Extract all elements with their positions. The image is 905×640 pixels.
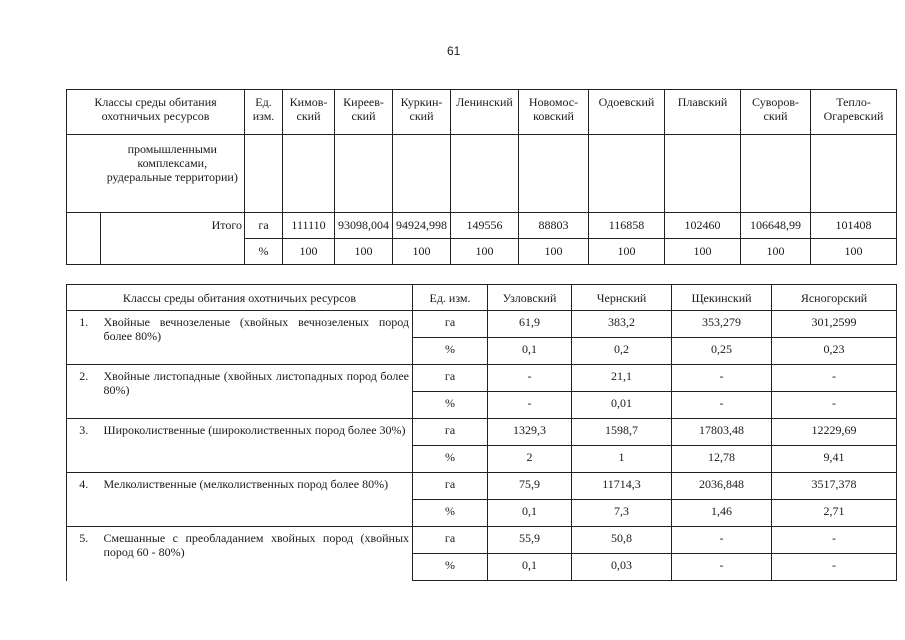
col-header-habitat-class: Классы среды обитания охотничьих ресурсов	[67, 90, 245, 135]
table-cell	[245, 135, 283, 213]
habitat-class-name: Широколиственные (широколиственных пород более 30%)	[101, 419, 413, 473]
industrial-label: промышленными комплексами, рудеральные территории)	[101, 135, 245, 213]
unit-cell: га	[245, 213, 283, 239]
value-cell: -	[672, 527, 772, 554]
value-cell: 0,01	[572, 392, 672, 419]
col-header-district: Плавский	[665, 90, 741, 135]
row-number: 5.	[67, 527, 101, 581]
col-header-district: Чернский	[572, 285, 672, 311]
value-cell: 100	[335, 239, 393, 265]
col-header-habitat-class: Классы среды обитания охотничьих ресурсов	[67, 285, 413, 311]
col-header-district: Куркин-ский	[393, 90, 451, 135]
unit-cell: га	[413, 365, 488, 392]
col-header-district: Тепло-Огаревский	[811, 90, 897, 135]
habitat-class-name: Мелколиственные (мелколиственных пород более 80%)	[101, 473, 413, 527]
value-cell: 93098,004	[335, 213, 393, 239]
value-cell: 149556	[451, 213, 519, 239]
value-cell: -	[772, 527, 897, 554]
value-cell: -	[672, 365, 772, 392]
value-cell: 100	[283, 239, 335, 265]
table-cell	[665, 135, 741, 213]
table-row	[67, 365, 897, 392]
value-cell: 11714,3	[572, 473, 672, 500]
value-cell: 0,1	[488, 554, 572, 581]
value-cell: 0,03	[572, 554, 672, 581]
col-header-district: Ясногорский	[772, 285, 897, 311]
value-cell: -	[672, 392, 772, 419]
unit-cell: га	[413, 473, 488, 500]
value-cell: 106648,99	[741, 213, 811, 239]
value-cell: 0,1	[488, 338, 572, 365]
value-cell: -	[772, 554, 897, 581]
value-cell: 1598,7	[572, 419, 672, 446]
value-cell: 353,279	[672, 311, 772, 338]
total-row-ha	[67, 213, 897, 239]
table-cell	[519, 135, 589, 213]
value-cell: 1	[572, 446, 672, 473]
habitat-class-name: Хвойные листопадные (хвойных листопадных пород более 80%)	[101, 365, 413, 419]
value-cell: 61,9	[488, 311, 572, 338]
value-cell: 102460	[665, 213, 741, 239]
row-number: 2.	[67, 365, 101, 419]
table-cell	[393, 135, 451, 213]
table-row	[67, 473, 897, 500]
value-cell: 0,1	[488, 500, 572, 527]
unit-cell: га	[413, 527, 488, 554]
table-cell	[283, 135, 335, 213]
header-row	[67, 90, 897, 135]
value-cell: 100	[589, 239, 665, 265]
value-cell: 100	[811, 239, 897, 265]
value-cell: -	[488, 365, 572, 392]
table-cell	[451, 135, 519, 213]
row-number: 3.	[67, 419, 101, 473]
unit-cell: %	[413, 500, 488, 527]
value-cell: 301,2599	[772, 311, 897, 338]
value-cell: 383,2	[572, 311, 672, 338]
value-cell: 2,71	[772, 500, 897, 527]
value-cell: -	[488, 392, 572, 419]
table-cell	[67, 135, 101, 213]
value-cell: -	[772, 365, 897, 392]
col-header-district: Ленинский	[451, 90, 519, 135]
value-cell: 0,25	[672, 338, 772, 365]
table-row	[67, 527, 897, 554]
value-cell: 50,8	[572, 527, 672, 554]
unit-cell: %	[413, 446, 488, 473]
col-header-unit: Ед. изм.	[413, 285, 488, 311]
col-header-district: Узловский	[488, 285, 572, 311]
table-cell	[589, 135, 665, 213]
unit-cell: %	[413, 338, 488, 365]
table-row	[67, 419, 897, 446]
table-row	[67, 311, 897, 338]
col-header-district: Киреев-ский	[335, 90, 393, 135]
unit-cell: га	[413, 311, 488, 338]
col-header-district: Кимов-ский	[283, 90, 335, 135]
value-cell: 1,46	[672, 500, 772, 527]
table-cell	[67, 213, 101, 265]
value-cell: 94924,998	[393, 213, 451, 239]
value-cell: 1329,3	[488, 419, 572, 446]
value-cell: 75,9	[488, 473, 572, 500]
col-header-district: Щекинский	[672, 285, 772, 311]
value-cell: 3517,378	[772, 473, 897, 500]
table-row	[67, 135, 897, 213]
district-habitat-table-part1	[66, 89, 897, 265]
table-cell	[335, 135, 393, 213]
unit-cell: %	[413, 554, 488, 581]
value-cell: 12229,69	[772, 419, 897, 446]
value-cell: 0,2	[572, 338, 672, 365]
unit-cell: %	[413, 392, 488, 419]
table-cell	[741, 135, 811, 213]
row-number: 4.	[67, 473, 101, 527]
value-cell: 100	[451, 239, 519, 265]
col-header-district: Новомос-ковский	[519, 90, 589, 135]
value-cell: -	[772, 392, 897, 419]
col-header-district: Суворов-ский	[741, 90, 811, 135]
page-number: 61	[447, 44, 461, 58]
header-row	[67, 285, 897, 311]
total-label: Итого	[101, 213, 245, 265]
value-cell: 17803,48	[672, 419, 772, 446]
value-cell: 100	[741, 239, 811, 265]
value-cell: 88803	[519, 213, 589, 239]
value-cell: 12,78	[672, 446, 772, 473]
habitat-class-name: Смешанные с преобладанием хвойных пород (хвойных пород 60 - 80%)	[101, 527, 413, 581]
value-cell: 0,23	[772, 338, 897, 365]
value-cell: 101408	[811, 213, 897, 239]
value-cell: 100	[665, 239, 741, 265]
district-habitat-table-part2	[66, 284, 897, 581]
value-cell: 2	[488, 446, 572, 473]
value-cell: 2036,848	[672, 473, 772, 500]
value-cell: 100	[519, 239, 589, 265]
unit-cell: %	[245, 239, 283, 265]
value-cell: 111110	[283, 213, 335, 239]
col-header-district: Одоевский	[589, 90, 665, 135]
value-cell: 116858	[589, 213, 665, 239]
row-number: 1.	[67, 311, 101, 365]
value-cell: 7,3	[572, 500, 672, 527]
value-cell: 100	[393, 239, 451, 265]
value-cell: -	[672, 554, 772, 581]
table-cell	[811, 135, 897, 213]
value-cell: 21,1	[572, 365, 672, 392]
habitat-class-name: Хвойные вечнозеленые (хвойных вечнозеленых пород более 80%)	[101, 311, 413, 365]
value-cell: 55,9	[488, 527, 572, 554]
value-cell: 9,41	[772, 446, 897, 473]
unit-cell: га	[413, 419, 488, 446]
col-header-unit: Ед. изм.	[245, 90, 283, 135]
